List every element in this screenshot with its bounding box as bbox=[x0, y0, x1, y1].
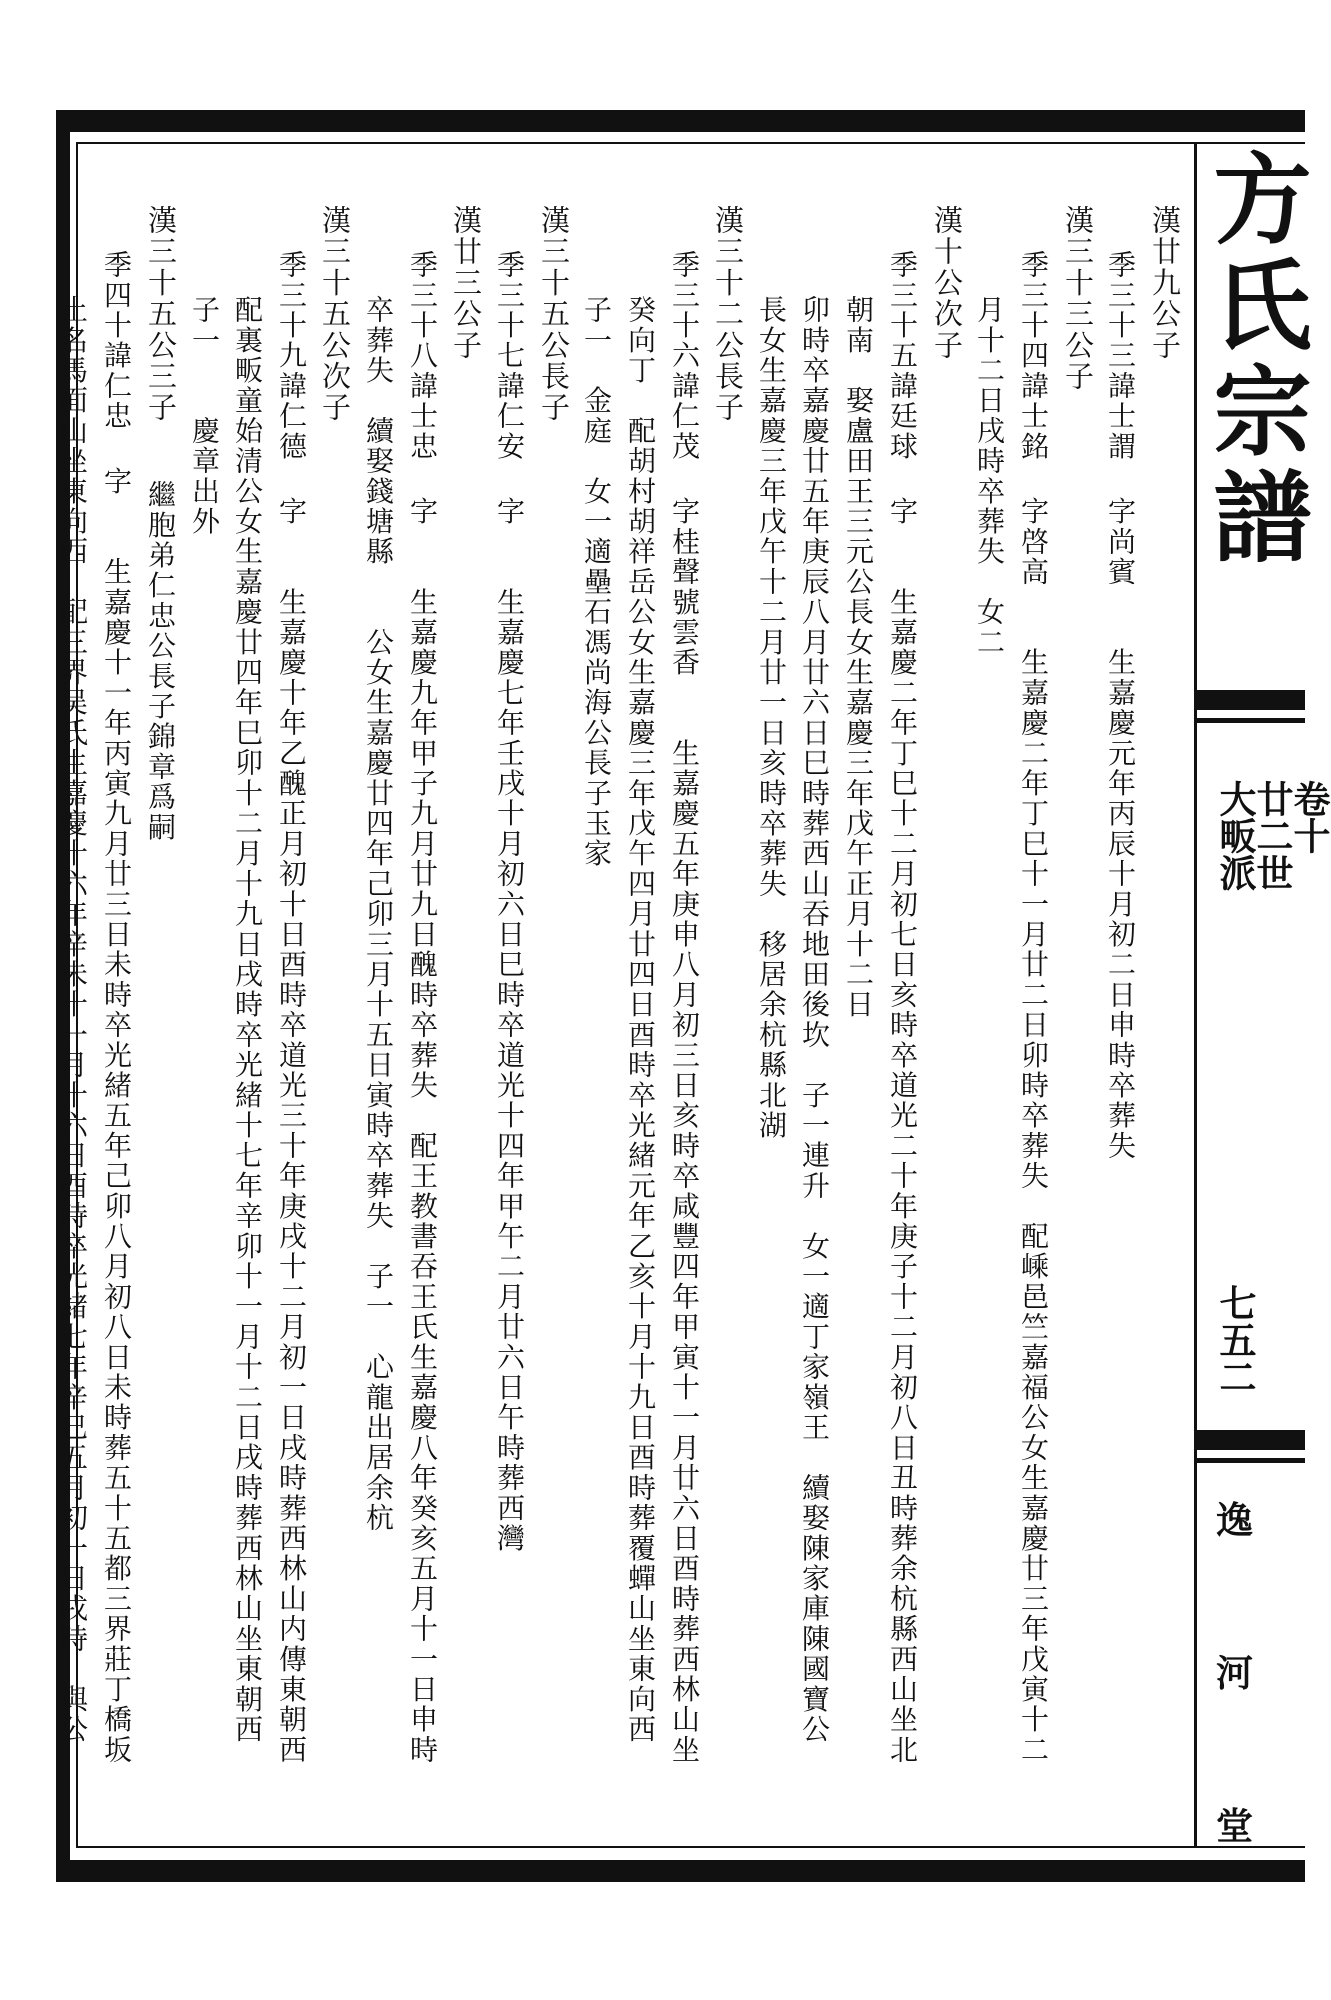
entry-continuation: 長女生嘉慶三年戊午十二月廿一日亥時卒葬失 移居余杭縣北湖 bbox=[755, 295, 788, 1141]
page-number: 七五二 bbox=[1213, 1284, 1257, 1395]
person-entry: 季三十八諱士忠 字 生嘉慶九年甲子九月廿九日醜時卒葬失 配王教書吞王氏生嘉慶八年癸亥五月十一日申時 bbox=[406, 250, 439, 1765]
divider-band-thin bbox=[1197, 718, 1305, 723]
lineage-heading: 漢廿三公子 bbox=[449, 205, 483, 361]
entry-continuation: 配裏畈童始清公女生嘉慶廿四年巳卯十二月十九日戌時卒光緒十七年辛卯十一月十二日戌時葬西林山坐東朝西 bbox=[231, 295, 264, 1745]
book-title: 方氏宗譜 bbox=[1197, 148, 1312, 572]
divider-band-thin bbox=[1197, 1458, 1305, 1463]
hall-name bbox=[1216, 1490, 1253, 1850]
hall-char: 河 bbox=[1216, 1651, 1253, 1695]
branch-label: 大畈派 bbox=[1213, 780, 1257, 891]
entry-continuation: 卯時卒嘉慶廿五年庚辰八月廿六日巳時葬西山吞地田後坎 子一連升 女一適丁家嶺王 續娶陳家庫陳國寶公 bbox=[798, 295, 831, 1745]
person-entry: 季三十六諱仁茂 字桂聲號雲香 生嘉慶五年庚申八月初三日亥時卒咸豐四年甲寅十一月廿六日酉時葬西林山坐 bbox=[668, 250, 701, 1765]
entry-continuation: 月十二日戌時卒葬失 女二 bbox=[973, 295, 1006, 658]
adoption-note: 繼胞弟仁忠公長子錦章爲嗣 bbox=[144, 480, 177, 843]
divider-band bbox=[1197, 1430, 1305, 1450]
lineage-heading: 漢三十五公長子 bbox=[537, 205, 571, 424]
entry-continuation: 卒葬失 續娶錢塘縣 公女生嘉慶廿四年己卯三月十五日寅時卒葬失 子一 心龍出居余杭 bbox=[362, 295, 395, 1534]
person-entry: 季三十九諱仁德 字 生嘉慶十年乙醜正月初十日酉時卒道光三十年庚戌十二月初一日戌時葬西林山内傳東朝西 bbox=[275, 250, 308, 1765]
entry-continuation: 子一 慶章出外 bbox=[188, 295, 221, 537]
lineage-heading: 漢十公次子 bbox=[930, 205, 964, 361]
lineage-heading: 漢三十三公子 bbox=[1061, 205, 1095, 393]
person-entry: 季三十三諱士謂 字尚賓 生嘉慶元年丙辰十月初二日申時卒葬失 bbox=[1104, 250, 1137, 1161]
hall-char: 堂 bbox=[1216, 1804, 1253, 1848]
lineage-heading: 漢三十二公長子 bbox=[711, 205, 745, 424]
person-entry: 季四十諱仁忠 字 生嘉慶十一年丙寅九月廿三日未時卒光緒五年己卯八月初八日未時葬五十五都三界莊丁橋坂 bbox=[100, 250, 133, 1765]
person-entry: 季三十五諱廷球 字 生嘉慶二年丁巳十二月初七日亥時卒道光二十年庚子十二月初八日丑時葬余杭縣西山坐北 bbox=[886, 250, 919, 1765]
section-info bbox=[1213, 780, 1331, 899]
divider-band bbox=[1197, 690, 1305, 710]
entry-continuation: 土名馬面山坐東向西 配三界吴氏生嘉慶十六年辛未十一月十六日酉時卒光緒七年辛巳五月初一日戌時 與公 bbox=[56, 295, 89, 1745]
lineage-heading: 漢三十五公次子 bbox=[318, 205, 352, 424]
entry-continuation: 癸向丁 配胡村胡祥岳公女生嘉慶三年戊午四月廿四日酉時卒光緒元年乙亥十月十九日酉時葬覆蟬山坐東向西 bbox=[624, 295, 657, 1745]
entry-continuation: 子一 金庭 女一適壘石馮尚海公長子玉家 bbox=[580, 295, 613, 869]
lineage-heading: 漢三十五公三子 bbox=[144, 205, 178, 424]
volume-label: 卷十 bbox=[1287, 780, 1331, 854]
person-entry: 季三十七諱仁安 字 生嘉慶七年壬戌十月初六日巳時卒道光十四年甲午二月廿六日午時葬西灣 bbox=[493, 250, 526, 1554]
generation-label: 廿二世 bbox=[1250, 780, 1294, 891]
person-entry: 季三十四諱士銘 字啓高 生嘉慶二年丁巳十一月廿二日卯時卒葬失 配嵊邑竺嘉福公女生嘉慶廿三年戊寅十二 bbox=[1017, 250, 1050, 1765]
hall-char: 逸 bbox=[1216, 1498, 1253, 1542]
entry-continuation: 朝南 娶盧田王三元公長女生嘉慶三年戊午正月十二日 bbox=[842, 295, 875, 1020]
lineage-heading: 漢廿九公子 bbox=[1148, 205, 1182, 361]
